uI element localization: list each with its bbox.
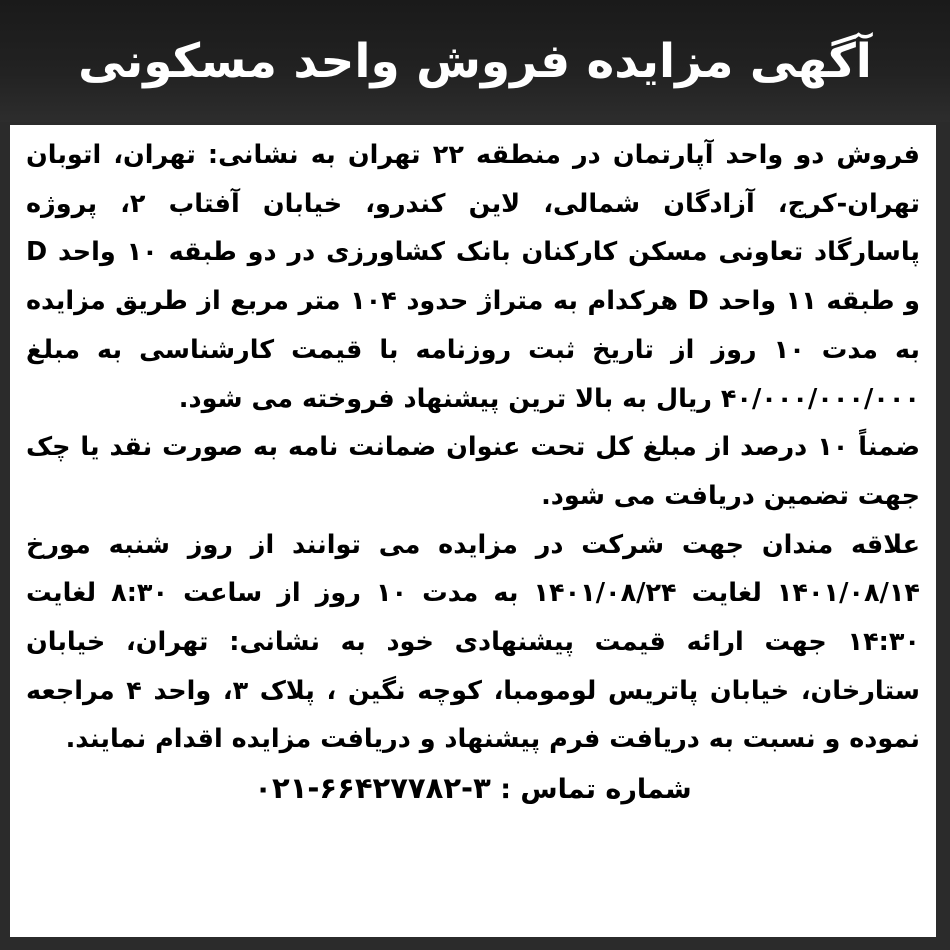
notice-title: آگهی مزایده فروش واحد مسکونی <box>78 33 872 89</box>
title-bar <box>0 0 950 122</box>
notice-body <box>10 125 936 937</box>
paragraph-guarantee: ضمناً ۱۰ درصد از مبلغ کل تحت عنوان ضمانت نامه به صورت نقد یا چک جهت تضمین دریافت می شود. <box>26 432 920 511</box>
paragraph-property-description: فروش دو واحد آپارتمان در منطقه ۲۲ تهران به نشانی: تهران، اتوبان تهران-کرج، آزادگان شمالی، لاین کندرو، خیابان آفتاب ۲، پروژه پاسارگاد تعاونی مسکن کارکنان بانک کشاورزی در دو طبقه ۱۰ واحد D و طبقه ۱۱ واحد D هرکدام به متراژ حدود ۱۰۴ متر مربع از طریق مزایده به مدت ۱۰ روز از تاریخ ثبت روزنامه با قیمت کارشناسی به مبلغ ۴۰/۰۰۰/۰۰۰/۰۰۰ ریال به بالا ترین پیشنهاد فروخته می شود. <box>26 140 921 414</box>
contact-line <box>26 764 920 814</box>
paragraph-participation: علاقه مندان جهت شرکت در مزایده می توانند از روز شنبه مورخ ۱۴۰۱/۰۸/۱۴ لغایت ۱۴۰۱/۰۸/۲۴ به مدت ۱۰ روز از ساعت ۸:۳۰ لغایت ۱۴:۳۰ جهت ارائه قیمت پیشنهادی خود به نشانی: تهران، خیابان ستارخان، خیابان پاتریس لومومبا، کوچه نگین ، پلاک ۳، واحد ۴ مراجعه نموده و نسبت به دریافت فرم پیشنهاد و دریافت مزایده اقدام نمایند. <box>26 529 920 755</box>
contact-phone: ۰۲۱-۶۶۴۲۷۷۸۲-۳ <box>254 771 491 806</box>
contact-label: شماره تماس : <box>500 774 692 806</box>
